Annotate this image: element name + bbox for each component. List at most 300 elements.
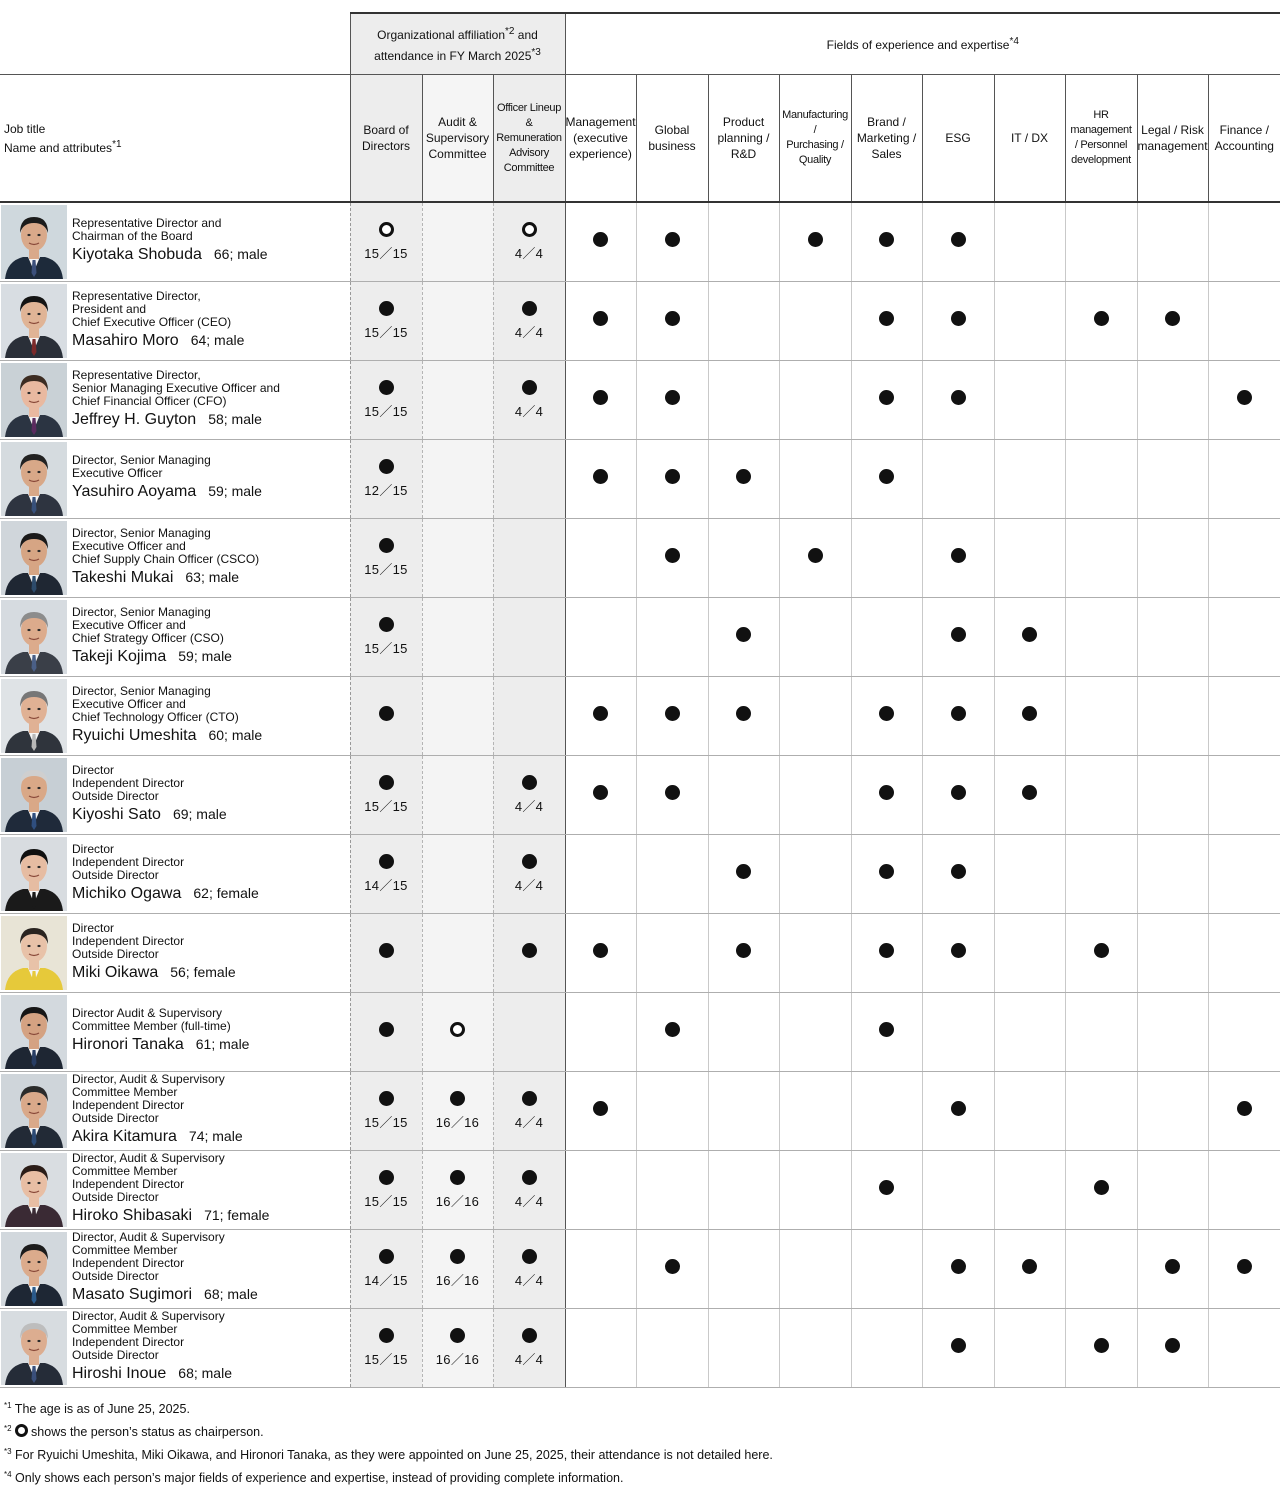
expertise-cell bbox=[565, 993, 636, 1072]
corner-cell bbox=[0, 13, 350, 75]
member-age-gender: 63; male bbox=[185, 569, 240, 585]
expertise-cell bbox=[851, 202, 922, 282]
job-title-line: Representative Director and bbox=[72, 216, 222, 230]
portrait-photo bbox=[1, 758, 67, 832]
member-dot-icon bbox=[379, 538, 394, 553]
board-member-row bbox=[0, 1072, 1280, 1151]
expertise-cell bbox=[851, 440, 922, 519]
expertise-column-header: Legal / Risk management bbox=[1137, 75, 1208, 203]
expertise-dot-icon bbox=[951, 232, 966, 247]
expertise-cell bbox=[1208, 1309, 1280, 1388]
portrait-photo bbox=[1, 600, 67, 674]
expertise-dot-icon bbox=[665, 232, 680, 247]
expertise-dot-icon bbox=[593, 232, 608, 247]
expertise-cell bbox=[779, 677, 851, 756]
expertise-cell bbox=[1065, 1151, 1137, 1230]
expertise-cell bbox=[565, 440, 636, 519]
member-cell bbox=[0, 440, 350, 519]
job-title-line: Director, Audit & Supervisory bbox=[72, 1230, 225, 1244]
attendance-value: 15／15 bbox=[364, 246, 408, 261]
expertise-cell bbox=[1065, 1309, 1137, 1388]
org-cell bbox=[350, 677, 422, 756]
org-cell bbox=[350, 914, 422, 993]
expertise-dot-icon bbox=[1237, 390, 1252, 405]
expertise-cell bbox=[636, 835, 708, 914]
member-name: Hiroshi Inoue 68; male bbox=[72, 1365, 232, 1382]
expertise-dot-icon bbox=[665, 469, 680, 484]
attendance-value: 15／15 bbox=[364, 1194, 408, 1209]
board-member-row bbox=[0, 835, 1280, 914]
expertise-dot-icon bbox=[665, 390, 680, 405]
expertise-cell bbox=[994, 1309, 1065, 1388]
member-dot-icon bbox=[450, 1091, 465, 1106]
expertise-cell bbox=[1208, 440, 1280, 519]
expertise-cell bbox=[851, 677, 922, 756]
expertise-cell bbox=[636, 519, 708, 598]
attendance-value: 14／15 bbox=[364, 1273, 408, 1288]
expertise-dot-icon bbox=[593, 311, 608, 326]
member-dot-icon bbox=[522, 775, 537, 790]
expertise-cell bbox=[994, 440, 1065, 519]
job-title-line: Committee Member bbox=[72, 1243, 178, 1257]
expertise-dot-icon bbox=[736, 627, 751, 642]
expertise-cell bbox=[994, 914, 1065, 993]
expertise-dot-icon bbox=[879, 943, 894, 958]
member-name: Masato Sugimori 68; male bbox=[72, 1286, 258, 1303]
member-name: Hironori Tanaka 61; male bbox=[72, 1036, 250, 1053]
expertise-dot-icon bbox=[951, 864, 966, 879]
member-age-gender: 64; male bbox=[190, 332, 245, 348]
footnotes bbox=[4, 1396, 773, 1489]
expertise-cell bbox=[636, 1309, 708, 1388]
expertise-cell bbox=[994, 1151, 1065, 1230]
expertise-dot-icon bbox=[879, 785, 894, 800]
expertise-cell bbox=[851, 1230, 922, 1309]
expertise-dot-icon bbox=[736, 864, 751, 879]
member-dot-icon bbox=[522, 1328, 537, 1343]
member-cell bbox=[0, 1230, 350, 1309]
job-title-line: Executive Officer and bbox=[72, 618, 186, 632]
job-title-line: Representative Director, bbox=[72, 289, 201, 303]
board-member-row bbox=[0, 993, 1280, 1072]
org-cell bbox=[350, 598, 422, 677]
expertise-cell bbox=[565, 1230, 636, 1309]
expertise-cell bbox=[1065, 1072, 1137, 1151]
attendance-value: 4／4 bbox=[514, 246, 544, 261]
job-title-line: Executive Officer and bbox=[72, 539, 186, 553]
member-name: Miki Oikawa 56; female bbox=[72, 964, 236, 981]
org-cell bbox=[493, 282, 565, 361]
expertise-dot-icon bbox=[879, 390, 894, 405]
expertise-dot-icon bbox=[879, 1022, 894, 1037]
expertise-cell bbox=[851, 914, 922, 993]
member-age-gender: 59; male bbox=[178, 648, 232, 664]
expertise-cell bbox=[1137, 519, 1208, 598]
job-title-line: Executive Officer bbox=[72, 466, 163, 480]
expertise-cell bbox=[1065, 677, 1137, 756]
expertise-cell bbox=[922, 677, 994, 756]
member-age-gender: 68; male bbox=[204, 1286, 258, 1302]
board-member-row bbox=[0, 440, 1280, 519]
expertise-cell bbox=[779, 598, 851, 677]
expertise-cell bbox=[851, 519, 922, 598]
member-photo bbox=[1, 1232, 67, 1306]
expertise-cell bbox=[779, 1230, 851, 1309]
expertise-cell bbox=[636, 914, 708, 993]
expertise-cell bbox=[851, 282, 922, 361]
expertise-cell bbox=[779, 282, 851, 361]
member-dot-icon bbox=[379, 775, 394, 790]
expertise-cell bbox=[922, 598, 994, 677]
org-affiliation-header: Organizational affiliation$^{*2}$ and attendance in FY March 2025$^{*3}$ bbox=[350, 13, 565, 75]
expertise-cell bbox=[708, 282, 779, 361]
expertise-cell bbox=[1208, 519, 1280, 598]
member-dot-icon bbox=[379, 1091, 394, 1106]
member-name: Jeffrey H. Guyton 58; male bbox=[72, 411, 262, 428]
expertise-cell bbox=[708, 202, 779, 282]
expertise-dot-icon bbox=[879, 311, 894, 326]
org-cell bbox=[350, 1151, 422, 1230]
expertise-cell bbox=[1208, 1072, 1280, 1151]
member-dot-icon bbox=[379, 1249, 394, 1264]
org-cell bbox=[422, 1072, 493, 1151]
expertise-cell bbox=[636, 282, 708, 361]
org-cell bbox=[493, 677, 565, 756]
expertise-cell bbox=[851, 756, 922, 835]
attendance-value: 15／15 bbox=[364, 325, 408, 340]
expertise-column-header: HR management / Personnel development bbox=[1065, 75, 1137, 203]
member-cell bbox=[0, 1151, 350, 1230]
member-photo bbox=[1, 1153, 67, 1227]
expertise-dot-icon bbox=[879, 469, 894, 484]
expertise-cell bbox=[708, 756, 779, 835]
expertise-cell bbox=[779, 914, 851, 993]
board-member-row bbox=[0, 1230, 1280, 1309]
member-photo bbox=[1, 758, 67, 832]
expertise-dot-icon bbox=[593, 706, 608, 721]
footnote-1: $^{*1}$ The age is as of June 25, 2025. bbox=[4, 1401, 190, 1417]
org-cell bbox=[350, 519, 422, 598]
job-title-line: Independent Director bbox=[72, 855, 185, 869]
job-title-line: Director bbox=[72, 763, 115, 777]
member-dot-icon bbox=[379, 1328, 394, 1343]
expertise-cell bbox=[994, 993, 1065, 1072]
portrait-photo bbox=[1, 521, 67, 595]
expertise-dot-icon bbox=[593, 390, 608, 405]
portrait-photo bbox=[1, 679, 67, 753]
member-photo bbox=[1, 837, 67, 911]
expertise-dot-icon bbox=[665, 706, 680, 721]
expertise-cell bbox=[1137, 756, 1208, 835]
expertise-cell bbox=[1137, 677, 1208, 756]
expertise-cell bbox=[994, 202, 1065, 282]
expertise-cell bbox=[1065, 1230, 1137, 1309]
expertise-cell bbox=[851, 1151, 922, 1230]
expertise-cell bbox=[1137, 1151, 1208, 1230]
member-photo bbox=[1, 363, 67, 437]
expertise-column-header: Management (executive experience) bbox=[565, 75, 636, 203]
job-title-line: Director, Senior Managing bbox=[72, 453, 211, 467]
expertise-column-header: Global business bbox=[636, 75, 708, 203]
expertise-cell bbox=[636, 361, 708, 440]
expertise-cell bbox=[565, 282, 636, 361]
job-title-line: Director Audit & Supervisory bbox=[72, 1006, 223, 1020]
member-cell bbox=[0, 1309, 350, 1388]
expertise-cell bbox=[708, 993, 779, 1072]
expertise-cell bbox=[636, 598, 708, 677]
expertise-dot-icon bbox=[665, 1022, 680, 1037]
expertise-dot-icon bbox=[1022, 706, 1037, 721]
expertise-cell bbox=[922, 519, 994, 598]
job-title-line: Independent Director bbox=[72, 1256, 185, 1270]
expertise-dot-icon bbox=[665, 1259, 680, 1274]
expertise-dot-icon bbox=[879, 1180, 894, 1195]
attendance-value: 15／15 bbox=[364, 562, 408, 577]
org-cell bbox=[493, 993, 565, 1072]
member-dot-icon bbox=[522, 301, 537, 316]
board-member-row bbox=[0, 1151, 1280, 1230]
board-member-row bbox=[0, 1309, 1280, 1388]
member-dot-icon bbox=[379, 617, 394, 632]
expertise-cell bbox=[1208, 993, 1280, 1072]
expertise-cell bbox=[708, 1309, 779, 1388]
expertise-cell bbox=[994, 756, 1065, 835]
member-dot-icon bbox=[379, 854, 394, 869]
expertise-cell bbox=[636, 1230, 708, 1309]
expertise-cell bbox=[1065, 835, 1137, 914]
expertise-cell bbox=[565, 202, 636, 282]
member-age-gender: 60; male bbox=[208, 727, 263, 743]
board-member-row bbox=[0, 282, 1280, 361]
org-column-header: Officer Lineup & Remuneration Advisory Committee bbox=[493, 75, 565, 203]
attendance-value: 4／4 bbox=[514, 1194, 544, 1209]
expertise-cell bbox=[708, 519, 779, 598]
chair-ring-icon bbox=[15, 1424, 28, 1437]
member-cell bbox=[0, 519, 350, 598]
expertise-dot-icon bbox=[951, 1338, 966, 1353]
job-title-line: Independent Director bbox=[72, 1098, 185, 1112]
member-age-gender: 74; male bbox=[188, 1128, 243, 1144]
expertise-cell bbox=[994, 361, 1065, 440]
expertise-dot-icon bbox=[1022, 785, 1037, 800]
member-age-gender: 69; male bbox=[172, 806, 227, 822]
expertise-cell bbox=[994, 282, 1065, 361]
expertise-cell bbox=[565, 1309, 636, 1388]
job-title-line: Committee Member (full-time) bbox=[72, 1019, 231, 1033]
org-column-header: Audit & Supervisory Committee bbox=[422, 75, 493, 203]
expertise-cell bbox=[1137, 202, 1208, 282]
job-title-line: Director, Senior Managing bbox=[72, 605, 211, 619]
expertise-dot-icon bbox=[1237, 1259, 1252, 1274]
attendance-value: 4／4 bbox=[514, 1352, 544, 1367]
portrait-photo bbox=[1, 837, 67, 911]
expertise-column-header: Finance / Accounting bbox=[1208, 75, 1280, 203]
expertise-cell bbox=[1137, 835, 1208, 914]
expertise-cell bbox=[1208, 202, 1280, 282]
expertise-cell bbox=[779, 361, 851, 440]
job-title-line: Independent Director bbox=[72, 776, 185, 790]
expertise-cell bbox=[779, 1309, 851, 1388]
attendance-value: 16／16 bbox=[435, 1194, 480, 1209]
job-title-line: Senior Managing Executive Officer and bbox=[72, 381, 280, 395]
expertise-cell bbox=[565, 677, 636, 756]
expertise-dot-icon bbox=[1022, 1259, 1037, 1274]
expertise-cell bbox=[708, 1072, 779, 1151]
job-title-header: Job title Name and attributes$^{*1}$ bbox=[0, 75, 350, 203]
member-name: Ryuichi Umeshita 60; male bbox=[72, 727, 263, 744]
job-title-line: Independent Director bbox=[72, 1335, 185, 1349]
expertise-cell bbox=[1137, 1072, 1208, 1151]
portrait-photo bbox=[1, 284, 67, 358]
member-cell bbox=[0, 993, 350, 1072]
member-age-gender: 62; female bbox=[193, 885, 259, 901]
job-title-line: Committee Member bbox=[72, 1085, 178, 1099]
expertise-cell bbox=[851, 993, 922, 1072]
org-cell bbox=[350, 835, 422, 914]
expertise-cell bbox=[1065, 598, 1137, 677]
member-cell bbox=[0, 914, 350, 993]
member-dot-icon bbox=[379, 380, 394, 395]
member-name: Kiyoshi Sato 69; male bbox=[72, 806, 227, 823]
attendance-value: 16／16 bbox=[435, 1273, 480, 1288]
expertise-cell bbox=[922, 202, 994, 282]
member-photo bbox=[1, 284, 67, 358]
org-cell bbox=[350, 1072, 422, 1151]
job-title-line: Outside Director bbox=[72, 1111, 159, 1125]
expertise-cell bbox=[708, 361, 779, 440]
expertise-cell bbox=[779, 993, 851, 1072]
expertise-column-header: IT / DX bbox=[994, 75, 1065, 203]
expertise-cell bbox=[922, 361, 994, 440]
job-title-line: Committee Member bbox=[72, 1164, 178, 1178]
expertise-cell bbox=[1065, 914, 1137, 993]
org-cell bbox=[493, 202, 565, 282]
org-cell bbox=[422, 677, 493, 756]
member-cell bbox=[0, 1072, 350, 1151]
attendance-value: 15／15 bbox=[364, 1352, 408, 1367]
expertise-cell bbox=[922, 1151, 994, 1230]
member-dot-icon bbox=[522, 1170, 537, 1185]
job-title-line: Chief Financial Officer (CFO) bbox=[72, 394, 227, 408]
member-photo bbox=[1, 916, 67, 990]
expertise-dot-icon bbox=[593, 1101, 608, 1116]
expertise-column-header: Brand / Marketing / Sales bbox=[851, 75, 922, 203]
org-cell bbox=[493, 1151, 565, 1230]
member-dot-icon bbox=[522, 1249, 537, 1264]
expertise-column-header: ESG bbox=[922, 75, 994, 203]
member-photo bbox=[1, 1311, 67, 1385]
expertise-dot-icon bbox=[951, 390, 966, 405]
expertise-cell bbox=[779, 440, 851, 519]
org-cell bbox=[493, 440, 565, 519]
member-dot-icon bbox=[522, 943, 537, 958]
expertise-cell bbox=[565, 361, 636, 440]
expertise-dot-icon bbox=[1094, 1180, 1109, 1195]
expertise-dot-icon bbox=[593, 943, 608, 958]
expertise-cell bbox=[922, 1230, 994, 1309]
expertise-cell bbox=[708, 1151, 779, 1230]
job-title-line: Outside Director bbox=[72, 868, 159, 882]
expertise-column-header: Product planning / R&D bbox=[708, 75, 779, 203]
expertise-cell bbox=[779, 1072, 851, 1151]
expertise-cell bbox=[636, 440, 708, 519]
expertise-dot-icon bbox=[951, 1101, 966, 1116]
attendance-value: 14／15 bbox=[364, 878, 408, 893]
expertise-cell bbox=[922, 835, 994, 914]
org-cell bbox=[422, 756, 493, 835]
portrait-photo bbox=[1, 1311, 67, 1385]
org-cell bbox=[493, 756, 565, 835]
job-title-line: Representative Director, bbox=[72, 368, 201, 382]
org-cell bbox=[422, 1230, 493, 1309]
expertise-dot-icon bbox=[1165, 1338, 1180, 1353]
org-cell bbox=[422, 361, 493, 440]
member-dot-icon bbox=[450, 1249, 465, 1264]
job-title-line: Committee Member bbox=[72, 1322, 178, 1336]
board-member-row bbox=[0, 361, 1280, 440]
expertise-cell bbox=[1137, 282, 1208, 361]
expertise-cell bbox=[636, 677, 708, 756]
member-dot-icon bbox=[522, 380, 537, 395]
member-name: Yasuhiro Aoyama 59; male bbox=[72, 483, 262, 500]
member-age-gender: 66; male bbox=[213, 246, 268, 262]
expertise-cell bbox=[1065, 202, 1137, 282]
member-dot-icon bbox=[450, 1328, 465, 1343]
member-age-gender: 58; male bbox=[208, 411, 262, 427]
expertise-cell bbox=[1065, 519, 1137, 598]
expertise-dot-icon bbox=[1094, 311, 1109, 326]
expertise-dot-icon bbox=[1094, 1338, 1109, 1353]
expertise-cell bbox=[994, 1072, 1065, 1151]
expertise-cell bbox=[1208, 361, 1280, 440]
expertise-dot-icon bbox=[1165, 311, 1180, 326]
expertise-dot-icon bbox=[879, 864, 894, 879]
job-title-line: Chairman of the Board bbox=[72, 229, 193, 243]
portrait-photo bbox=[1, 1074, 67, 1148]
org-cell bbox=[350, 1230, 422, 1309]
attendance-value: 4／4 bbox=[514, 404, 544, 419]
org-cell bbox=[493, 598, 565, 677]
job-title-line: Chief Supply Chain Officer (CSCO) bbox=[72, 552, 260, 566]
expertise-dot-icon bbox=[808, 548, 823, 563]
member-age-gender: 59; male bbox=[208, 483, 262, 499]
member-name: Kiyotaka Shobuda 66; male bbox=[72, 246, 268, 263]
portrait-photo bbox=[1, 995, 67, 1069]
expertise-cell bbox=[851, 598, 922, 677]
expertise-dot-icon bbox=[1094, 943, 1109, 958]
attendance-value: 15／15 bbox=[364, 641, 408, 656]
org-cell bbox=[493, 361, 565, 440]
expertise-cell bbox=[1137, 1230, 1208, 1309]
member-name: Michiko Ogawa 62; female bbox=[72, 885, 259, 902]
org-cell bbox=[422, 1309, 493, 1388]
expertise-dot-icon bbox=[593, 785, 608, 800]
member-age-gender: 61; male bbox=[195, 1036, 250, 1052]
member-dot-icon bbox=[379, 1170, 394, 1185]
expertise-cell bbox=[565, 914, 636, 993]
portrait-photo bbox=[1, 442, 67, 516]
member-dot-icon bbox=[379, 706, 394, 721]
expertise-cell bbox=[851, 835, 922, 914]
attendance-value: 4／4 bbox=[514, 1115, 544, 1130]
board-skills-matrix bbox=[0, 12, 1280, 1388]
expertise-cell bbox=[779, 519, 851, 598]
job-title-line: Independent Director bbox=[72, 1177, 185, 1191]
member-age-gender: 68; male bbox=[178, 1365, 232, 1381]
expertise-cell bbox=[1137, 993, 1208, 1072]
member-photo bbox=[1, 600, 67, 674]
org-cell bbox=[350, 282, 422, 361]
